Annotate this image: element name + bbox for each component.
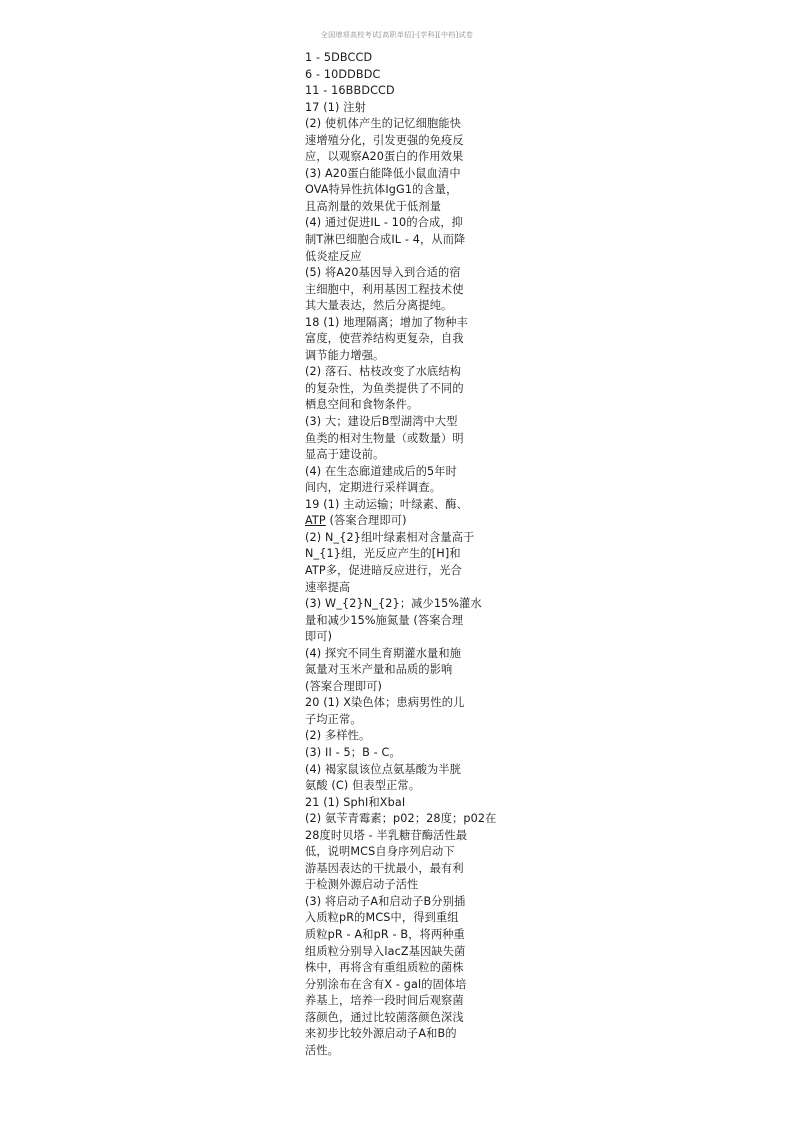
answer-line: 且高剂量的效果优于低剂量 bbox=[305, 199, 442, 213]
answer-line: 子均正常。 bbox=[305, 712, 362, 726]
answer-line: N_{1}组，光反应产生的[H]和 bbox=[305, 547, 461, 561]
answer-line: 株中，再将含有重组质粒的菌株 bbox=[305, 961, 464, 975]
answer-line: 17 (1) 注射 bbox=[305, 100, 366, 114]
answer-line: 氮量对玉米产量和品质的影响 bbox=[305, 663, 453, 677]
answer-line: 显高于建设前。 bbox=[305, 448, 385, 462]
answer-line: 调节能力增强。 bbox=[305, 348, 385, 362]
answer-line: (3) W_{2}N_{2}；减少15%灌水 bbox=[305, 597, 482, 611]
answer-line: (4) 探究不同生育期灌水量和施 bbox=[305, 646, 462, 660]
answer-line: 量和减少15%施氮量 (答案合理 bbox=[305, 613, 464, 627]
answer-line: 即可) bbox=[305, 630, 333, 644]
answer-line: ATP (答案合理即可) bbox=[305, 514, 407, 528]
answer-line: ATP多，促进暗反应进行，光合 bbox=[305, 563, 462, 577]
answer-line: (3) 将启动子A和启动子B分别插 bbox=[305, 894, 466, 908]
answer-line: (3) II - 5；B - C。 bbox=[305, 745, 401, 759]
answer-line: 18 (1) 地理隔离；增加了物种丰 bbox=[305, 315, 468, 329]
answer-line: 低，说明MCS自身序列启动下 bbox=[305, 845, 455, 859]
answer-line: 制T淋巴细胞合成IL - 4，从而降 bbox=[305, 233, 466, 247]
answer-line: 20 (1) X染色体；患病男性的儿 bbox=[305, 696, 465, 710]
answer-line: 其大量表达，然后分离提纯。 bbox=[305, 299, 453, 313]
answer-line: 养基上，培养一段时间后观察菌 bbox=[305, 994, 464, 1008]
answer-line: 栖息空间和食物条件。 bbox=[305, 398, 419, 412]
answer-line: 19 (1) 主动运输；叶绿素、酶、 bbox=[305, 497, 468, 511]
answer-line: (4) 褐家鼠该位点氨基酸为半胱 bbox=[305, 762, 462, 776]
answer-line: 氨酸 (C) 但表型正常。 bbox=[305, 779, 421, 793]
answer-line: 速率提高 bbox=[305, 580, 351, 594]
answer-line: 低炎症反应 bbox=[305, 249, 362, 263]
answer-line: 主细胞中，利用基因工程技术使 bbox=[305, 282, 464, 296]
answer-line: 的复杂性，为鱼类提供了不同的 bbox=[305, 381, 464, 395]
answer-line: (答案合理即可) bbox=[305, 679, 383, 693]
answer-line: 11 - 16BBDCCD bbox=[305, 84, 395, 98]
answer-line: 21 (1) SphI和XbaI bbox=[305, 795, 406, 809]
answer-line: 来初步比较外源启动子A和B的 bbox=[305, 1027, 457, 1041]
answer-line: (2) 氨苄青霉素；p02；28度；p02在 bbox=[305, 812, 497, 826]
answer-line: 活性。 bbox=[305, 1043, 340, 1057]
answer-line: 质粒pR - A和pR - B，将两种重 bbox=[305, 927, 465, 941]
answer-line: (2) 使机体产生的记忆细胞能快 bbox=[305, 117, 462, 131]
underlined-term: ATP bbox=[305, 514, 326, 528]
page-header: 全国增项高校考试[高职单招]-[学科][中档]试卷 bbox=[320, 31, 474, 39]
answer-line: 间内，定期进行采样调查。 bbox=[305, 481, 442, 495]
answer-line: (2) 落石、枯枝改变了水底结构 bbox=[305, 365, 462, 379]
answer-line: 分别涂布在含有X - gal的固体培 bbox=[305, 977, 467, 991]
answer-line: 鱼类的相对生物量（或数量）明 bbox=[305, 431, 464, 445]
answer-line: 1 - 5DBCCD bbox=[305, 51, 373, 64]
answer-line: (5) 将A20基因导入到合适的宿 bbox=[305, 266, 461, 280]
answer-line: 富度，使营养结构更复杂，自我 bbox=[305, 332, 464, 346]
answer-line: 应，以观察A20蛋白的作用效果 bbox=[305, 150, 464, 164]
answer-line: 入质粒pR的MCS中，得到重组 bbox=[305, 911, 459, 925]
answer-line: 28度时贝塔 - 半乳糖苷酶活性最 bbox=[305, 828, 468, 842]
answer-line: 速增殖分化，引发更强的免疫反 bbox=[305, 133, 464, 147]
answer-line: 6 - 10DDBDC bbox=[305, 67, 381, 81]
answer-line: 于检测外源启动子活性 bbox=[305, 878, 419, 892]
answer-line: 组质粒分别导入lacZ基因缺失菌 bbox=[305, 944, 466, 958]
answer-line: (4) 通过促进IL - 10的合成，抑 bbox=[305, 216, 464, 230]
answer-line: (3) A20蛋白能降低小鼠血清中 bbox=[305, 166, 461, 180]
answer-line: OVA特异性抗体IgG1的含量， bbox=[305, 183, 458, 197]
answer-key bbox=[305, 50, 495, 1059]
answer-line: (2) 多样性。 bbox=[305, 729, 371, 743]
answer-line: 游基因表达的干扰最小，最有利 bbox=[305, 861, 464, 875]
answer-line: (2) N_{2}组叶绿素相对含量高于 bbox=[305, 530, 475, 544]
answer-line: (3) 大；建设后B型湖湾中大型 bbox=[305, 415, 458, 429]
answer-line: (4) 在生态廊道建成后的5年时 bbox=[305, 464, 457, 478]
answer-line: 落颜色，通过比较菌落颜色深浅 bbox=[305, 1010, 464, 1024]
